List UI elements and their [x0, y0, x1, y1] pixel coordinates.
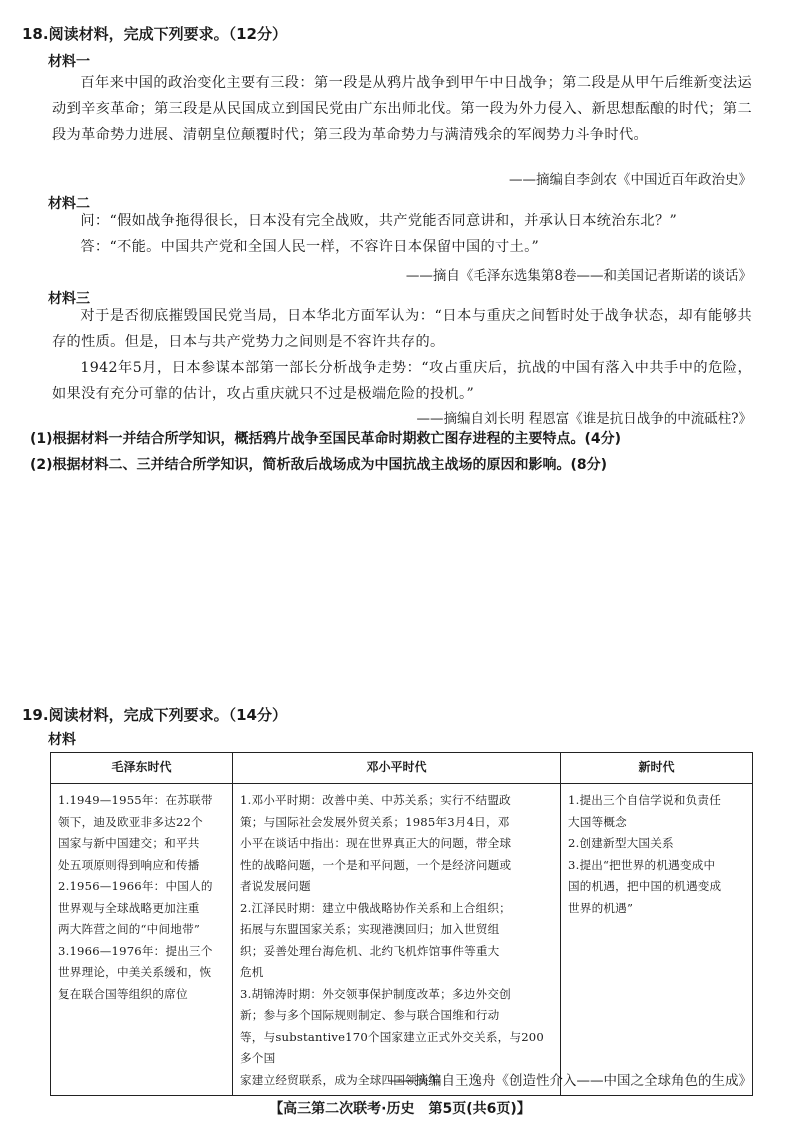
col-header-mao-era: 毛泽东时代 — [51, 753, 233, 784]
deng-line: 等，与substantive170个国家建立正式外交关系，与200多个国 — [240, 1029, 544, 1065]
q18-material-3-para-1: 对于是否彻底摧毁国民党当局，日本华北方面军认为：“日本与重庆之间暂时处于战争状态，却有能够共存的性质。但是，日本与共产党势力之间则是不容许共存的。 — [52, 308, 752, 350]
deng-line: 2.江泽民时期：建立中俄战略协作关系和上合组织； — [240, 900, 511, 915]
mao-line: 两大阵营之间的“中间地带” — [58, 922, 200, 936]
mao-line: 领下，迪及欧亚非多达22个 — [58, 814, 203, 829]
page-footer: 【高三第二次联考·历史 第5页(共6页)】 — [269, 1101, 531, 1117]
q18-material-3-para-2: 1942年5月，日本参谋本部第一部长分析战争走势：“攻占重庆后，抗战的中国有落入中共手中的危险，如果没有充分可靠的估计，攻占重庆就只不过是极端危险的投机。” — [52, 360, 752, 402]
q18-material-2-answer: 答：“不能。中国共产党和全国人民一样，不容许日本保留中国的寸土。” — [80, 239, 540, 255]
q18-material-1-label: 材料一 — [48, 54, 90, 70]
mao-line: 国家与新中国建交；和平共 — [58, 836, 200, 850]
deng-line: 者说发展问题 — [240, 879, 311, 893]
new-era-line: 2.创建新型大国关系 — [568, 836, 674, 850]
mao-line: 世界观与全球战略更加注重 — [58, 900, 200, 915]
q18-question-1: (1)根据材料一并结合所学知识，概括鸦片战争至国民革命时期救亡图存进程的主要特点。(4分) — [30, 431, 622, 447]
mao-line: 世界理论，中美关系缓和，恢 — [58, 965, 212, 979]
q19-material-table — [50, 752, 753, 1096]
q18-material-1-text: 百年来中国的政治变化主要有三段：第一段是从鸦片战争到甲午中日战争；第二段是从甲午后维新变法运动到辛亥革命；第三段是从民国成立到国民党由广东出师北伐。第一段为外力侵入、新思想酝酿的时代；第二段为革命势力进展、清朝皇位颠覆时代；第三段为革命势力与满清残余的军阀势力斗争时代。 — [52, 75, 752, 143]
deng-line: 家建立经贸联系，成为全球四国领头羊 — [240, 1072, 441, 1087]
cell-mao-era — [51, 784, 233, 1096]
new-era-line: 大国等概念 — [568, 814, 627, 829]
cell-new-era — [561, 784, 753, 1096]
new-era-line: 3.提出“把世界的机遇变成中 — [568, 857, 716, 872]
deng-line: 危机 — [240, 965, 264, 979]
q18-material-2-source: ——摘自《毛泽东选集第8卷——和美国记者斯诺的谈话》 — [405, 268, 752, 284]
mao-line: 复在联合国等组织的席位 — [58, 986, 188, 1001]
deng-line: 新；参与多个国际规则制定、参与联合国维和行动 — [240, 1008, 500, 1022]
deng-line: 策；与国际社会发展外贸关系；1985年3月4日，邓 — [240, 814, 510, 829]
deng-line: 1.邓小平时期：改善中美、中苏关系；实行不结盟政 — [240, 793, 511, 807]
q18-material-2-label: 材料二 — [48, 196, 90, 212]
mao-line: 2.1956—1966年：中国人的 — [58, 879, 213, 893]
new-era-line: 1.提出三个自信学说和负责任 — [568, 793, 721, 807]
cell-deng-era — [233, 784, 561, 1096]
q18-material-1-source: ——摘编自李剑农《中国近百年政治史》 — [509, 172, 752, 188]
q19-source: ——摘编自王逸舟《创造性介入——中国之全球角色的生成》 — [387, 1073, 752, 1089]
q18-material-2-question: 问：“假如战争拖得很长，日本没有完全战败，共产党能否同意讲和，并承认日本统治东北？” — [80, 213, 678, 229]
q18-material-3-label: 材料三 — [48, 291, 90, 307]
new-era-line: 国的机遇，把中国的机遇变成 — [568, 879, 722, 893]
col-header-deng-era: 邓小平时代 — [233, 753, 561, 784]
q18-title: 18.阅读材料，完成下列要求。（12分） — [22, 25, 287, 43]
deng-line: 织；妥善处理台海危机、北约飞机炸馆事件等重大 — [240, 943, 500, 958]
mao-line: 处五项原则得到响应和传播 — [58, 857, 200, 872]
q18-material-3-source: ——摘编自刘长明 程恩富《谁是抗日战争的中流砥柱?》 — [416, 411, 752, 427]
deng-line: 拓展与东盟国家关系；实现港澳回归；加入世贸组 — [240, 922, 500, 936]
new-era-line: 世界的机遇” — [568, 900, 634, 915]
q19-title: 19.阅读材料，完成下列要求。（14分） — [22, 706, 287, 724]
col-header-new-era: 新时代 — [561, 753, 753, 784]
deng-line: 3.胡锦涛时期：外交领事保护制度改革；多边外交创 — [240, 986, 511, 1001]
deng-line: 小平在谈话中指出：现在世界真正大的问题，带全球 — [240, 836, 512, 850]
mao-line: 3.1966—1976年：提出三个 — [58, 943, 213, 958]
q18-question-2: (2)根据材料二、三并结合所学知识，简析敌后战场成为中国抗战主战场的原因和影响。(8分) — [30, 457, 608, 473]
q19-material-label: 材料 — [48, 732, 76, 748]
deng-line: 性的战略问题，一个是和平问题，一个是经济问题或 — [240, 857, 512, 872]
mao-line: 1.1949—1955年：在苏联带 — [58, 793, 213, 807]
